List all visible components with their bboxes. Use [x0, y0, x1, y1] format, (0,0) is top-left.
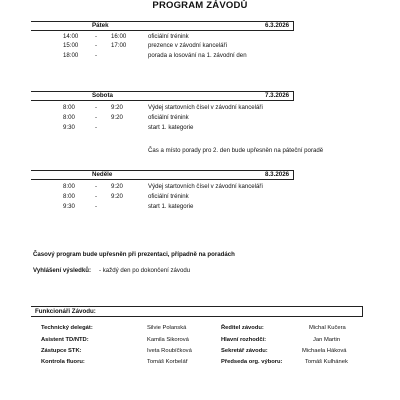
time-start: 9:30: [63, 124, 75, 131]
day-name: Neděle: [92, 171, 113, 178]
official-role: Technický delegát:: [41, 325, 93, 331]
official-role: Asistent TD/NTD:: [41, 337, 89, 343]
results-label: Vyhlášení výsledků:: [33, 267, 92, 274]
activity: oficiální trénink: [148, 33, 189, 40]
official-role: Sekretář závodu:: [221, 348, 268, 354]
time-dash: -: [95, 124, 98, 131]
day-header-saturday: [31, 91, 294, 101]
official-name: Silvie Polanská: [147, 325, 187, 331]
official-name: Jan Martin: [313, 337, 341, 343]
time-end: 9:20: [111, 193, 123, 200]
time-start: 8:00: [63, 193, 75, 200]
program-note: Časový program bude upřesněn při prezentaci, případně na poradách: [33, 251, 235, 258]
time-dash: -: [95, 104, 98, 111]
official-name: Tomáš Kulhánek: [305, 359, 348, 365]
time-start: 15:00: [63, 42, 79, 49]
activity: start 1. kategorie: [148, 124, 194, 131]
activity: start 1. kategorie: [148, 203, 194, 210]
time-dash: -: [95, 52, 98, 59]
official-name: Iveta Roubíčková: [147, 348, 192, 354]
page-title: PROGRAM ZÁVODŮ: [152, 0, 248, 11]
results-value: - každý den po dokončení závodu: [99, 267, 191, 274]
day-header-friday: [31, 21, 294, 31]
time-end: 17:00: [111, 42, 127, 49]
day-name: Sobota: [92, 92, 113, 99]
time-end: 16:00: [111, 33, 127, 40]
activity: oficiální trénink: [148, 114, 189, 121]
time-start: 9:30: [63, 203, 75, 210]
day-date: 8.3.2026: [265, 171, 290, 178]
official-name: Michal Kučera: [309, 325, 346, 331]
officials-header: [31, 306, 363, 317]
time-start: 18:00: [63, 52, 79, 59]
official-name: Tomáš Korbelář: [147, 359, 188, 365]
time-start: 8:00: [63, 114, 75, 121]
day-name: Pátek: [92, 22, 109, 29]
officials-heading: Funkcionáři Závodu:: [35, 308, 96, 315]
activity: Výdej startovních čísel v závodní kanceláři: [148, 183, 263, 190]
time-start: 8:00: [63, 104, 75, 111]
official-role: Předseda org. výboru:: [221, 359, 283, 365]
activity: Výdej startovních čísel v závodní kanceláři: [148, 104, 263, 111]
activity: oficiální trénink: [148, 193, 189, 200]
time-dash: -: [95, 33, 98, 40]
time-dash: -: [95, 203, 98, 210]
activity: porada a losování na 1. závodní den: [148, 52, 247, 59]
official-role: Ředitel závodu:: [221, 325, 264, 331]
official-role: Kontrola fluoru:: [41, 359, 85, 365]
time-dash: -: [95, 42, 98, 49]
official-role: Hlavní rozhodčí:: [221, 337, 267, 343]
time-dash: -: [95, 193, 98, 200]
meeting-note: Čas a místo porady pro 2. den bude upřesněn na páteční poradě: [148, 147, 324, 154]
time-dash: -: [95, 114, 98, 121]
time-end: 9:20: [111, 183, 123, 190]
time-start: 8:00: [63, 183, 75, 190]
activity: prezence v závodní kanceláři: [148, 42, 227, 49]
time-dash: -: [95, 183, 98, 190]
day-header-sunday: [31, 170, 294, 180]
official-name: Kamila Sikorová: [147, 337, 189, 343]
time-end: 9:20: [111, 104, 123, 111]
day-date: 7.3.2026: [265, 92, 290, 99]
time-start: 14:00: [63, 33, 79, 40]
time-end: 9:20: [111, 114, 123, 121]
official-name: Michaela Háková: [302, 348, 347, 354]
official-role: Zástupce STK:: [41, 348, 82, 354]
day-date: 6.3.2026: [265, 22, 290, 29]
